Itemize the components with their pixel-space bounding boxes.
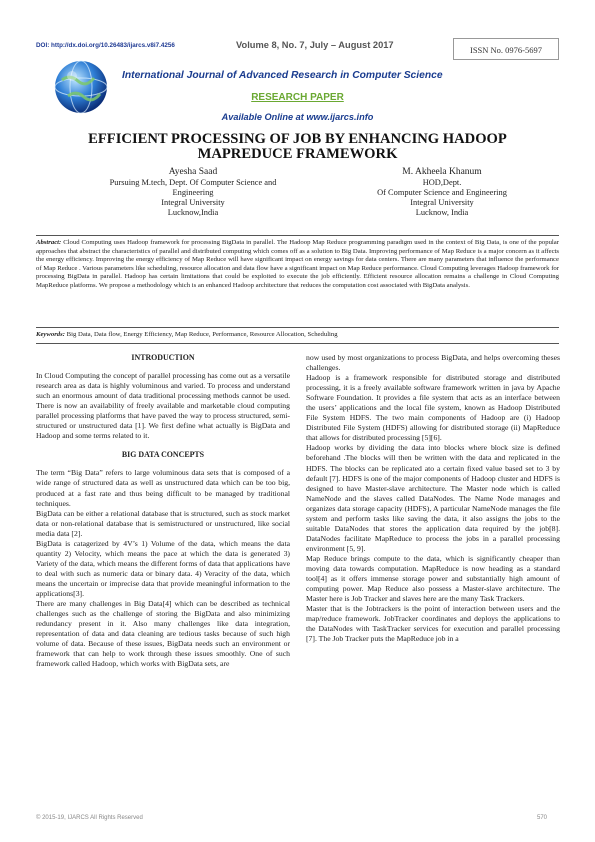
author-name: Ayesha Saad bbox=[168, 167, 218, 177]
abstract-label: Abstract: bbox=[36, 239, 62, 246]
author-affiliation-line: Integral University bbox=[161, 198, 225, 207]
issn-box: ISSN No. 0976-5697 bbox=[453, 38, 559, 60]
paper-type: RESEARCH PAPER bbox=[251, 92, 344, 103]
abstract-text: Cloud Computing uses Hadoop framework for processing BigData in parallel. The Hadoop Map Reduce programming paradigm used in the context of Big Data, is one of the popular approaches that abstract the characteristics of parallel and distributed computing which comes off as a solution to Big Data. Improving performance of Map Reduce is a major concern as it affects the energy efficiency. Improving the energy efficiency of Map Reduce will have significant impact on energy savings for data centers. There are many parameters that influence the performance of Map Reduce . Various parameters like scheduling, resource allocation and data flow have a significant impact on Map Reduce performance. Cloud Computing leverages Hadoop framework for processing BigData in parallel. Hadoop has certain limitations that could be exploited to execute the job efficiently. Efficient resource allocation remains a challenge in Cloud Computing MapReduce platforms. We propose a methodology which is an enhanced Hadoop architecture that reduces the computation cost associated with BigData analysis. bbox=[36, 239, 559, 289]
footer-copyright: © 2015-19, IJARCS All Rights Reserved bbox=[36, 815, 143, 821]
left-column bbox=[36, 353, 290, 669]
abstract bbox=[36, 239, 559, 290]
author-affiliation-line: Pursuing M.tech, Dept. Of Computer Science and bbox=[109, 178, 277, 187]
divider bbox=[36, 235, 559, 236]
paragraph: Map Reduce brings compute to the data, which is significantly cheaper than moving data towards computation. MapReduce is now heading as a standard tool[4] as it offers immense storage power and substantially high amount of computing power. Map Reduce also possess a Master-slave architecture. The Master here is Job Tracker and slaves here are the many Task Trackers. bbox=[306, 553, 560, 604]
paragraph: There are many challenges in Big Data[4] which can be described as technical challenges such as the challenge of storing the BigData and also minimizing redundancy present in it. Also many challenges like data integration, representation of data and data cleaning are tedious tasks because of such high volume of data. Because of these issues, BigData needs such an environment or framework that can help to work through these issues smoothly. One of such framework called Hadoop, which works with BigData sets, are bbox=[36, 599, 290, 669]
volume-info: Volume 8, No. 7, July – August 2017 bbox=[236, 40, 394, 50]
author-affiliation-line: Lucknow, India bbox=[415, 208, 469, 217]
paragraph: Hadoop is a framework responsible for distributed storage and distributed processing, it is a freely available software framework written in java by Apache Software Foundation. It provides a file system that acts as an interface between the users’ applications and the local file system, known as Hadoop Distributed File System HDFS. The two main components of Hadoop are (i) Hadoop Distributed File System (HDFS) allowing for distributed storage (ii) MapReduce that allows for distributed processing [5][6]. bbox=[306, 373, 560, 443]
keywords-text: Big Data, Data flow, Energy Efficiency, Map Reduce, Performance, Resource Allocation, Scheduling bbox=[66, 331, 338, 338]
paragraph: Master that is the Jobtrackers is the point of interaction between users and the map/reduce framework. JobTracker coordinates and deploys the applications to the DataNodes with TaskTracker services for execution and parallel processing [7]. The Job Tracker puts the MapReduce job in a bbox=[306, 604, 560, 644]
author-affiliation-line: Engineering bbox=[172, 188, 214, 197]
paragraph: BigData can be either a relational database that is structured, such as stock market data or non-relational database that is semistructured or unstructured, like social media data [2]. bbox=[36, 508, 290, 538]
paragraph: Hadoop works by dividing the data into blocks where block size is defined beforehand .The blocks will then be written with the data and replicated in the HDFS. The blocks can be replicated ato a certain fixed value based set to 3 by default [7]. HDFS is one of the major components of Hadoop cluster and HDFS is designed to have Master-slave architecture. The Master node which is called NameNode and the slaves called DataNodes. The Name Node manages and organizes data storage capacity (HDFS), A particular NameNode manages the file system and perform tasks like saving the data, it also assigns the jobs to the suitable DataNodes that stores the application data required by the job[8]. DataNodes facilitate MapReduce to process the jobs in a parallel processing environment [5, 9]. bbox=[306, 443, 560, 553]
author-affiliation-line: Lucknow,India bbox=[167, 208, 219, 217]
section-heading-introduction: INTRODUCTION bbox=[131, 353, 195, 362]
paragraph: In Cloud Computing the concept of parallel processing has come out as a versatile research area as data is highly voluminous and varied. To process and understand such an enormous amount of data traditional processing methods cannot be used. There is now an availability of freely available and marketable cloud computing parallel processing platforms that have paved the way to process structured, semi-structured or unstructured data [1]. We first define what actually is BigData and Hadoop and some terms related to it. bbox=[36, 371, 290, 441]
author-block-2 bbox=[344, 167, 540, 218]
journal-logo-icon bbox=[48, 54, 114, 120]
author-affiliation-line: Integral University bbox=[410, 198, 474, 207]
author-block-1 bbox=[90, 167, 296, 218]
author-affiliation-line: Of Computer Science and Engineering bbox=[377, 188, 507, 197]
keywords-label: Keywords: bbox=[36, 331, 65, 338]
paper-title: EFFICIENT PROCESSING OF JOB BY ENHANCING HADOOP MAPREDUCE FRAMEWORK bbox=[88, 131, 507, 162]
paragraph: The term “Big Data” refers to large voluminous data sets that is composed of a wide range of structured data as well as unstructured data which can be too big, produced at a fast rate and thus being difficult to be managed by traditional techniques. bbox=[36, 468, 290, 508]
section-heading-big-data: BIG DATA CONCEPTS bbox=[121, 450, 205, 460]
journal-website[interactable]: Available Online at www.ijarcs.info bbox=[221, 112, 374, 122]
journal-name: International Journal of Advanced Research in Computer Science bbox=[122, 70, 443, 81]
paragraph: BigData is catagerized by 4V’s 1) Volume of the data, which means the data quantity 2) Velocity, which means the pace at which the data is generated 3) Variety of the data, which means the different forms of data that applications have to deal with such as numeric data or binary data. 4) Veracity of the data, which means the uncertain or imprecise data that provide meaningful information to the applications[3]. bbox=[36, 538, 290, 598]
author-affiliation-line: HOD,Dept. bbox=[422, 178, 462, 187]
author-name: M. Akheela Khanum bbox=[402, 167, 482, 177]
doi-link[interactable]: DOI: http://dx.doi.org/10.26483/ijarcs.v8i7.4256 bbox=[36, 42, 175, 49]
keywords bbox=[36, 331, 559, 338]
paragraph: now used by most organizations to process BigData, and helps overcoming theses challenges. bbox=[306, 353, 560, 373]
divider bbox=[36, 343, 559, 344]
divider bbox=[36, 327, 559, 328]
page-number: 570 bbox=[537, 815, 548, 821]
right-column bbox=[306, 353, 560, 644]
